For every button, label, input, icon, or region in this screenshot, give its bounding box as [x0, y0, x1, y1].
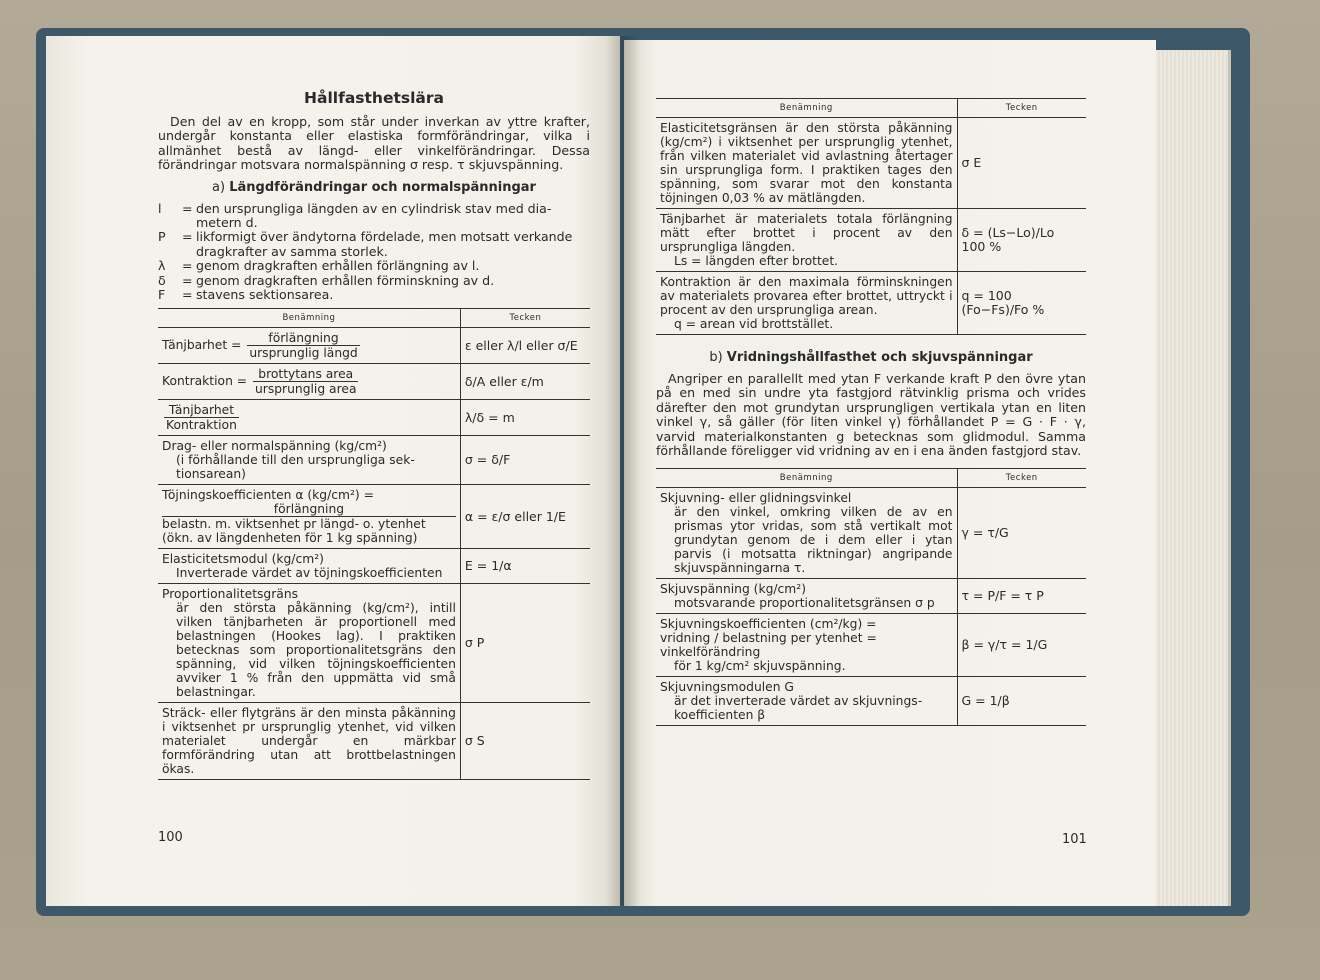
row-line: är den vinkel, omkring vilken de av en prismas ytor vridas, som stå vertikalt mot grundytan genom de i dem eller i ytan parvis (i motsatta riktningar) angripande skjuvspänningarna τ.: [674, 505, 953, 576]
page-number-left: 100: [158, 830, 183, 845]
row-name-cell: [158, 485, 460, 549]
row-line: Sträck- eller flytgräns är den minsta påkänning i viktsenhet pr ursprunglig ytenhet, vid vilken materialet undergår en märkbar formförändring utan att brottbelastningen ökas.: [162, 706, 456, 777]
header-tecken: Tecken: [957, 469, 1086, 488]
row-line: (i förhållande till den ursprungliga sektionsarean): [176, 453, 415, 482]
row-line: förlängning: [273, 502, 345, 517]
row-name-cell: [158, 703, 460, 780]
header-benamning: Benämning: [656, 469, 957, 488]
fraction-denominator: ursprunglig längd: [249, 346, 358, 361]
row-line: Ls = längden efter brottet.: [674, 254, 839, 268]
fraction-numerator: förlängning: [247, 331, 359, 346]
row-name-cell: [158, 584, 460, 703]
table-header-row: [656, 469, 1086, 488]
fraction-denominator: Kontraktion: [166, 418, 237, 433]
row-line: Proportionalitetsgräns: [162, 587, 299, 602]
row-name-cell: [656, 272, 957, 335]
def-eq: =: [182, 229, 193, 245]
section-b-title: Vridningshållfasthet och skjuvspänningar: [726, 350, 1033, 365]
row-line: vridning / belastning per ytenhet = vinkelförändring: [660, 631, 877, 660]
section-a-prefix: a): [212, 179, 226, 195]
row-sign: σ = δ/F: [460, 436, 590, 485]
def-symbol: F: [158, 287, 166, 303]
row-sign: β = γ/τ = 1/G: [957, 614, 1086, 677]
formula-table-right-bottom: [656, 468, 1086, 726]
row-sign: σ S: [460, 703, 590, 780]
fraction-numerator: Tänjbarhet: [164, 403, 239, 418]
table-row: [656, 272, 1086, 335]
header-tecken: Tecken: [957, 99, 1086, 118]
header-tecken: Tecken: [460, 309, 590, 328]
def-text: genom dragkraften erhållen förlängning av l.: [196, 258, 480, 274]
row-line: Töjningskoefficienten α (kg/cm²) =: [162, 488, 374, 503]
table-row: [158, 485, 590, 549]
row-name-cell: [158, 549, 460, 584]
row-name: Tänjbarhet =: [162, 338, 242, 353]
row-name-cell: Elasticitetsgränsen är den största påkänning (kg/cm²) i viktsenhet per ursprunglig ytenhet, från vilken materialet vid avlastning återtager sin ursprungliga form. I praktiken tages den spänning, som svarar mot den konstanta töjningen 0,03 % av mätlängden.: [656, 118, 957, 209]
page-title: Hållfasthetslära: [304, 89, 444, 107]
row-line: för 1 kg/cm² skjuvspänning.: [674, 659, 846, 674]
row-line: är den största påkänning (kg/cm²), intill vilken tänjbarheten är proportionell med belastningen (Hookes lag). I praktiken betecknas som proportionalitetsgräns den spänning, vid vilken töjningskoefficienten avviker 1 % från den uppmätta vid små belastningar.: [176, 601, 456, 700]
def-eq: =: [182, 258, 193, 274]
row-sign: α = ε/σ eller 1/E: [460, 485, 590, 549]
row-sign: σ E: [957, 118, 1086, 209]
table-row: [656, 677, 1086, 726]
fraction: [247, 331, 359, 360]
row-line: Elasticitetsmodul (kg/cm²): [162, 552, 324, 567]
row-name-cell: [158, 364, 460, 400]
definition-item: [158, 259, 590, 273]
table-row: [158, 584, 590, 703]
row-name-cell: [158, 436, 460, 485]
row-sign: q = 100 (Fo−Fs)/Fo %: [957, 272, 1086, 335]
definition-item: [158, 230, 590, 259]
def-text: likformigt över ändytorna fördelade, men motsatt verkande dragkrafter av samma storlek.: [196, 229, 573, 259]
row-name-cell: [656, 488, 957, 579]
def-eq: =: [182, 272, 193, 288]
row-line: Kontraktion är den maximala förminskningen av materialets provarea efter brottet, uttryckt i procent av den ursprungliga arean.: [660, 275, 953, 317]
row-name-cell: [656, 209, 957, 272]
section-b-prefix: b): [709, 350, 723, 365]
table-row: [656, 579, 1086, 614]
left-page-content: [158, 88, 590, 780]
def-text: den ursprungliga längden av en cylindrisk stav med diametern d.: [196, 200, 552, 231]
row-sign: γ = τ/G: [957, 488, 1086, 579]
section-a-heading: [158, 179, 590, 196]
table-row: [158, 328, 590, 364]
def-text: genom dragkraften erhållen förminskning av d.: [196, 272, 495, 288]
fraction-numerator: brottytans area: [253, 367, 358, 382]
fraction: [253, 367, 358, 396]
row-name-cell: [656, 677, 957, 726]
row-name-cell: [158, 328, 460, 364]
row-sign: σ P: [460, 584, 590, 703]
formula-table-right-top: [656, 98, 1086, 335]
row-line: (ökn. av längdenheten för 1 kg spänning): [162, 531, 418, 546]
row-sign: E = 1/α: [460, 549, 590, 584]
table-header-row: [656, 99, 1086, 118]
row-sign: δ = (Ls−Lo)/Lo 100 %: [957, 209, 1086, 272]
def-eq: =: [182, 287, 193, 303]
table-row: [656, 118, 1086, 209]
table-row: [158, 400, 590, 436]
definition-list: [158, 202, 590, 303]
fraction: [164, 403, 239, 432]
table-row: [158, 549, 590, 584]
def-symbol: λ: [158, 258, 166, 274]
table-row: [656, 488, 1086, 579]
def-symbol: l: [158, 200, 162, 216]
row-line: Skjuvningsmodulen G: [660, 680, 794, 695]
row-sign: λ/δ = m: [460, 400, 590, 436]
row-line: Skjuvspänning (kg/cm²): [660, 582, 807, 597]
row-name-cell: [158, 400, 460, 436]
row-sign: G = 1/β: [957, 677, 1086, 726]
row-line: är det inverterade värdet av skjuvningskoefficienten β: [674, 694, 923, 723]
definition-item: [158, 202, 590, 231]
row-line: Skjuvningskoefficienten (cm²/kg) =: [660, 617, 877, 632]
table-row: [656, 209, 1086, 272]
table-row: [158, 703, 590, 780]
row-line: Inverterade värdet av töjningskoefficienten: [176, 566, 443, 581]
table-row: [158, 436, 590, 485]
header-benamning: Benämning: [158, 309, 460, 328]
table-row: [158, 364, 590, 400]
table-header-row: [158, 309, 590, 328]
def-symbol: δ: [158, 272, 166, 288]
row-name-cell: [656, 579, 957, 614]
row-line: motsvarande proportionalitetsgränsen σ p: [674, 596, 935, 611]
definition-item: [158, 288, 590, 302]
row-sign: τ = P/F = τ P: [957, 579, 1086, 614]
formula-table-left: [158, 308, 590, 780]
def-eq: =: [182, 200, 193, 216]
right-page-content: [656, 98, 1086, 726]
row-line: q = arean vid brottstället.: [674, 317, 834, 331]
row-line: belastn. m. viktsenhet pr längd- o. ytenhet: [162, 516, 456, 531]
row-sign: ε eller λ/l eller σ/E: [460, 328, 590, 364]
row-line: Drag- eller normalspänning (kg/cm²): [162, 439, 387, 454]
definition-item: [158, 274, 590, 288]
intro-paragraph: Den del av en kropp, som står under inverkan av yttre krafter, undergår konstanta eller elastiska formförändringar, vilka i allmänhet bestå av längd- eller vinkelförändringar. Dessa förändringar motsvara normalspänning σ resp. τ skjuvspänning.: [158, 114, 590, 173]
page-number-right: 101: [1062, 832, 1087, 847]
header-benamning: Benämning: [656, 99, 957, 118]
section-a-title: Längdförändringar och normalspänningar: [229, 179, 536, 195]
def-symbol: P: [158, 229, 166, 245]
section-b-heading: [656, 349, 1086, 366]
row-line: Tänjbarhet är materialets totala förlängning mätt efter brottet i procent av den ursprungliga längden.: [660, 212, 953, 254]
fraction-denominator: ursprunglig area: [255, 382, 357, 397]
row-name-cell: [656, 614, 957, 677]
section-b-paragraph: Angriper en parallellt med ytan F verkande kraft P den övre ytan på en med sin undre yta fastgjord rätvinklig prisma och vrides därefter den mot grundytan ursprungligen vertikala ytan en liten vinkel γ, så gäller (för liten vinkel γ) förhållandet P = G · F · γ, varvid materialkonstanten g betecknas som glidmodul. Samma förhållande föreligger vid vridning av en i ena änden fastgjord stav.: [656, 371, 1086, 459]
book-gutter: [606, 36, 640, 906]
row-name: Kontraktion =: [162, 374, 248, 389]
table-row: [656, 614, 1086, 677]
row-line: Skjuvning- eller glidningsvinkel: [660, 491, 852, 506]
row-sign: δ/A eller ε/m: [460, 364, 590, 400]
page-edges: [1156, 50, 1231, 906]
def-text: stavens sektionsarea.: [196, 287, 334, 303]
